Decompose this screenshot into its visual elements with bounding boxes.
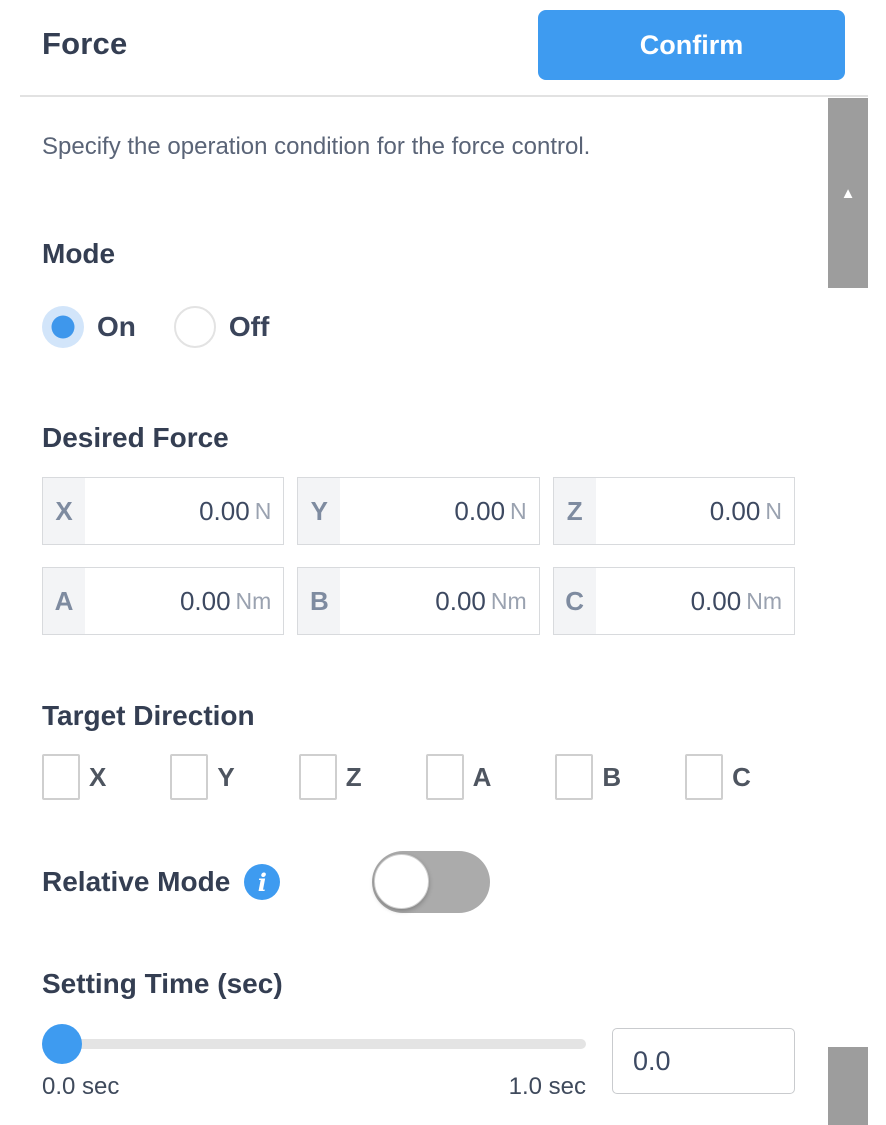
- page-title: Force: [42, 26, 128, 61]
- panel-header: [0, 0, 886, 97]
- panel-content: [0, 133, 886, 1101]
- checkbox-label: C: [732, 761, 751, 792]
- mode-heading: Mode: [42, 238, 116, 269]
- force-value-wrap: [596, 478, 794, 544]
- force-field-c[interactable]: [553, 567, 795, 635]
- relative-mode-toggle[interactable]: [372, 851, 490, 913]
- force-value-wrap: [596, 568, 794, 634]
- relative-mode-heading: Relative Mode: [42, 866, 231, 897]
- target-direction-group: [42, 753, 795, 801]
- slider-max-label: 1.0 sec: [508, 1073, 586, 1100]
- checkbox-icon[interactable]: [42, 754, 80, 800]
- slider-labels: [42, 1073, 586, 1101]
- setting-time-slider-knob[interactable]: [42, 1024, 82, 1064]
- relative-mode-row: [42, 851, 795, 913]
- force-value-wrap: [340, 568, 538, 634]
- force-unit: N: [254, 497, 272, 524]
- force-value: 0.00: [454, 495, 506, 526]
- checkbox-icon[interactable]: [555, 754, 593, 800]
- radio-selected-icon[interactable]: [42, 306, 84, 348]
- setting-time-row: [42, 1025, 795, 1101]
- mode-radio-off[interactable]: [174, 306, 269, 348]
- force-axis-label: Y: [298, 478, 340, 544]
- mode-on-label: On: [97, 311, 136, 342]
- setting-time-slider-track[interactable]: [42, 1039, 586, 1049]
- setting-time-heading: Setting Time (sec): [42, 968, 283, 999]
- force-axis-label: B: [298, 568, 340, 634]
- header-divider: [20, 95, 868, 97]
- force-value-wrap: [85, 478, 283, 544]
- info-icon[interactable]: i: [244, 864, 280, 900]
- panel-description: Specify the operation condition for the force control.: [42, 133, 591, 160]
- force-field-x[interactable]: [42, 477, 284, 545]
- checkbox-icon[interactable]: [170, 754, 208, 800]
- force-unit: Nm: [490, 587, 527, 614]
- target-checkbox-z[interactable]: [299, 754, 362, 800]
- force-unit: N: [765, 497, 782, 524]
- force-axis-label: C: [554, 568, 596, 634]
- desired-force-grid: [42, 477, 795, 635]
- force-axis-label: X: [43, 478, 85, 544]
- mode-radio-group: [42, 305, 795, 349]
- radio-unselected-icon[interactable]: [174, 306, 216, 348]
- force-value: 0.00: [435, 585, 486, 616]
- force-value-wrap: [340, 478, 538, 544]
- force-field-a[interactable]: [42, 567, 284, 635]
- force-value: 0.00: [709, 495, 761, 526]
- force-unit: N: [510, 497, 527, 524]
- checkbox-icon[interactable]: [685, 754, 723, 800]
- force-value-wrap: [85, 568, 283, 634]
- mode-off-label: Off: [228, 311, 270, 342]
- target-checkbox-y[interactable]: [170, 754, 234, 800]
- checkbox-icon[interactable]: [299, 754, 337, 800]
- scroll-up-icon: ▲: [840, 184, 856, 202]
- confirm-button[interactable]: Confirm: [538, 10, 845, 80]
- setting-time-input[interactable]: [612, 1028, 795, 1094]
- checkbox-label: Z: [345, 761, 362, 792]
- checkbox-label: Y: [217, 761, 235, 792]
- checkbox-label: A: [472, 761, 492, 792]
- force-field-b[interactable]: [297, 567, 539, 635]
- target-checkbox-b[interactable]: [555, 754, 621, 800]
- force-value: 0.00: [690, 585, 742, 616]
- force-unit: Nm: [746, 587, 782, 614]
- checkbox-icon[interactable]: [426, 754, 464, 800]
- target-direction-heading: Target Direction: [42, 700, 255, 731]
- checkbox-label: B: [602, 761, 622, 792]
- force-axis-label: A: [43, 568, 85, 634]
- force-unit: Nm: [235, 587, 272, 614]
- toggle-knob-icon[interactable]: [374, 854, 429, 909]
- desired-force-heading: Desired Force: [42, 422, 229, 453]
- force-value: 0.00: [199, 495, 250, 526]
- target-checkbox-a[interactable]: [426, 754, 492, 800]
- checkbox-label: X: [89, 761, 107, 792]
- force-value: 0.00: [179, 585, 231, 616]
- slider-block: [42, 1025, 586, 1101]
- force-field-y[interactable]: [297, 477, 539, 545]
- target-checkbox-x[interactable]: [42, 754, 106, 800]
- force-axis-label: Z: [554, 478, 596, 544]
- target-checkbox-c[interactable]: [685, 754, 751, 800]
- mode-radio-on[interactable]: [42, 306, 136, 348]
- slider-min-label: 0.0 sec: [42, 1073, 120, 1100]
- force-field-z[interactable]: [553, 477, 795, 545]
